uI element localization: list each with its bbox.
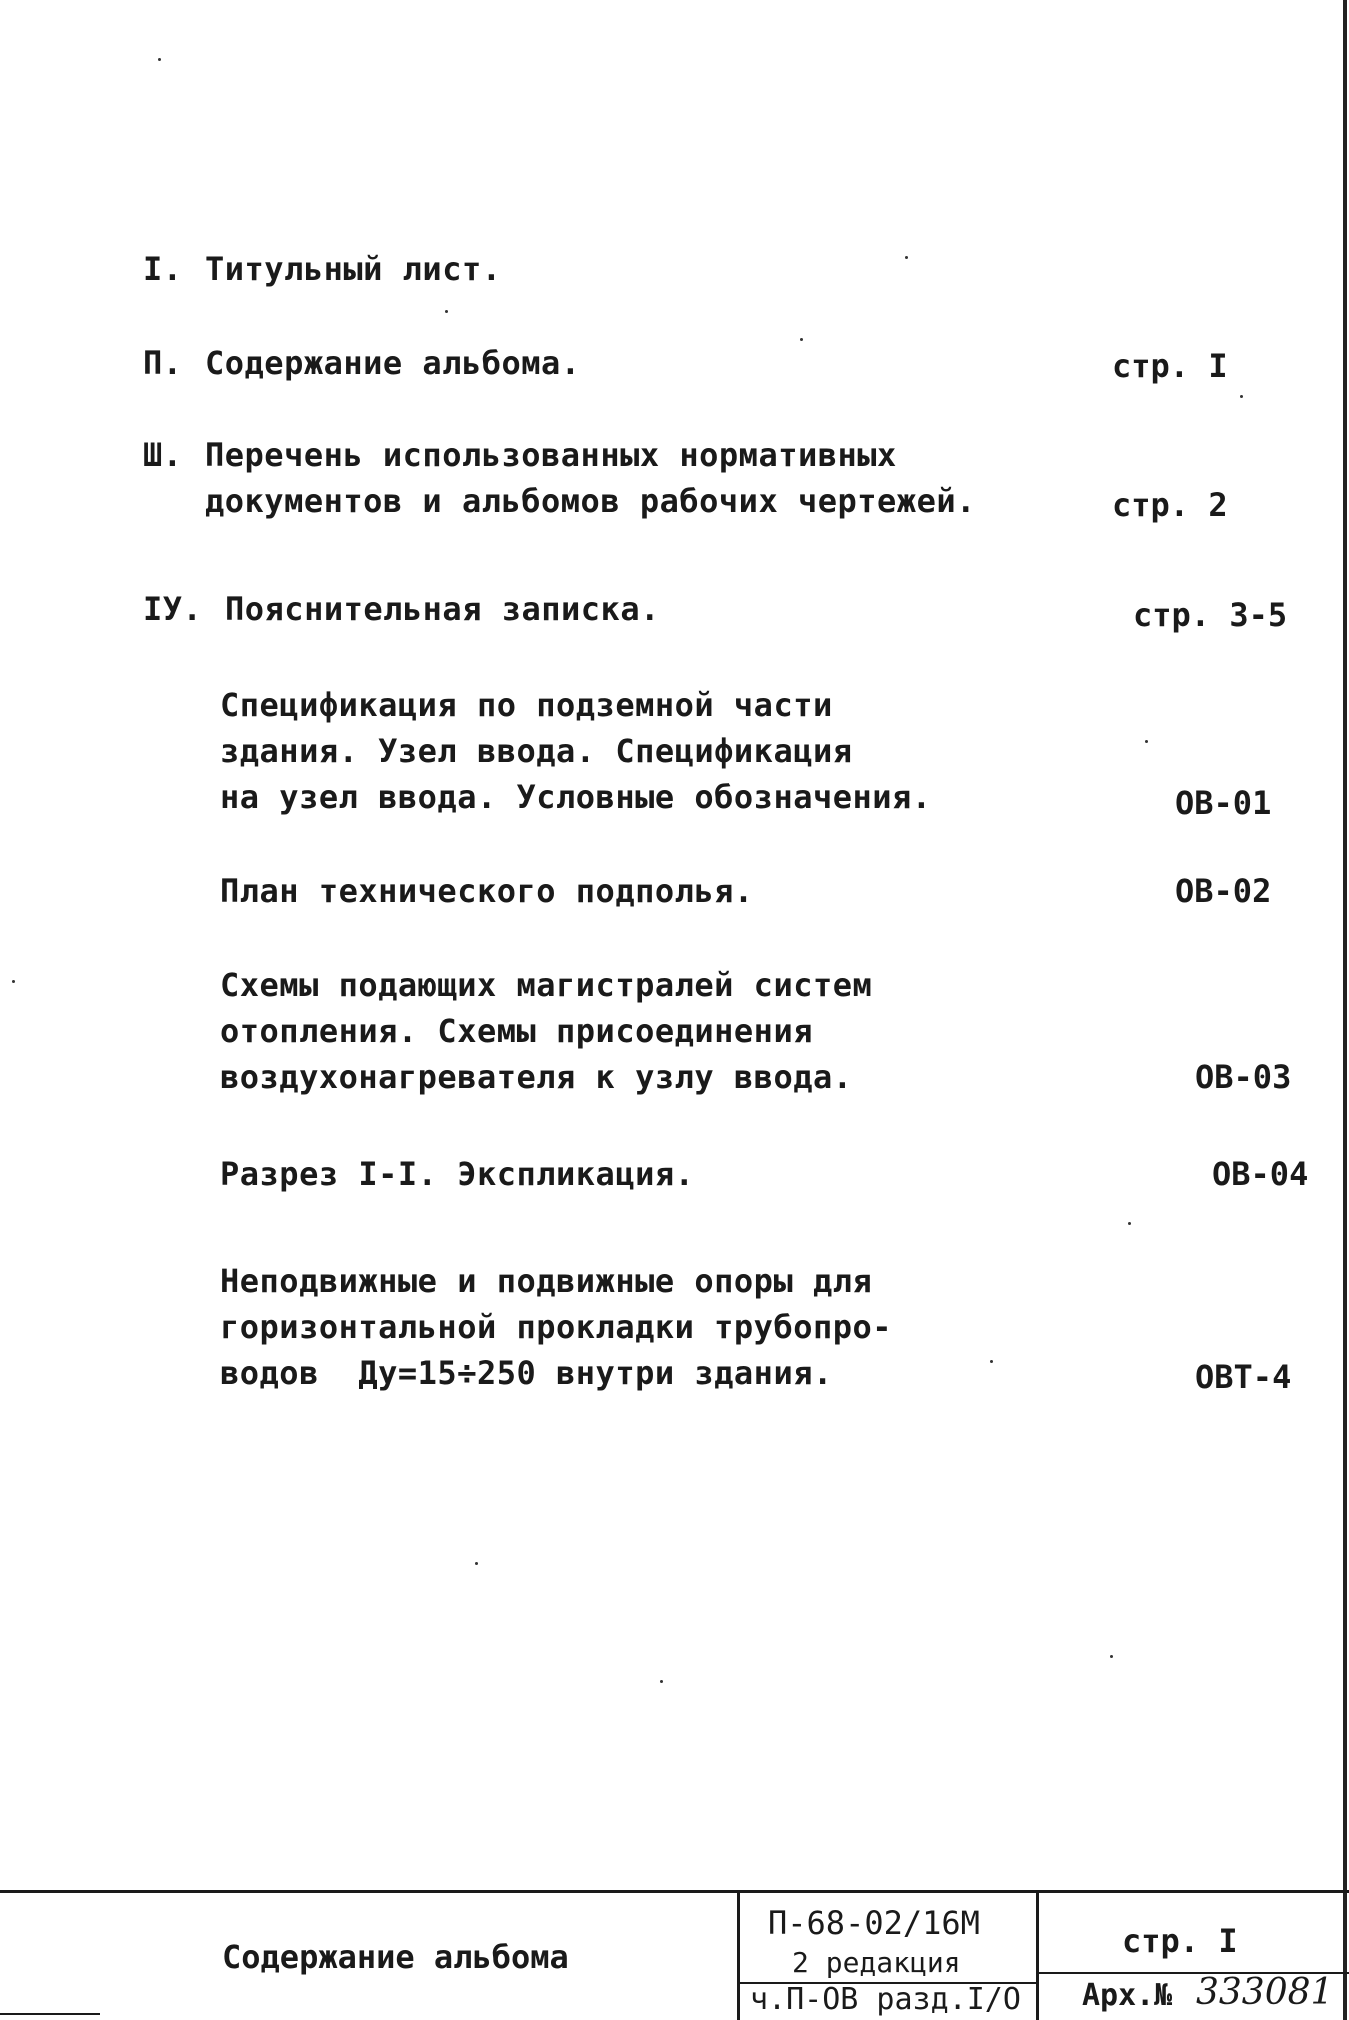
title-block-part: ч.П-ОВ разд.I/О: [750, 1982, 1021, 2017]
drawing-5-text-line-2: горизонтальной прокладки трубопро-: [220, 1308, 893, 1346]
drawing-3-text-line-2: отопления. Схемы присоединения: [220, 1012, 813, 1050]
contents-item-2-page-ref: стр. I: [1112, 347, 1228, 385]
contents-item-2-text: Содержание альбома.: [205, 344, 581, 382]
title-block-top-border: [0, 1890, 1349, 1893]
title-block-divider-2: [1036, 1890, 1039, 2020]
contents-item-3-page-ref: стр. 2: [1112, 486, 1228, 524]
title-block-edition: 2 редакция: [792, 1946, 961, 1979]
drawing-5-sheet-ref: ОВТ-4: [1195, 1358, 1292, 1396]
contents-item-3-text-line-1: Перечень использованных нормативных: [205, 436, 897, 474]
scan-speck: [1128, 1222, 1131, 1225]
scan-speck: [445, 310, 448, 313]
contents-item-4-number: IУ.: [143, 590, 203, 628]
drawing-3-text-line-3: воздухонагревателя к узлу ввода.: [220, 1058, 853, 1096]
drawing-1-text-line-1: Спецификация по подземной части: [220, 686, 833, 724]
contents-item-1-number: I.: [143, 250, 183, 288]
title-block-archive-number: 333081: [1196, 1972, 1334, 2013]
scan-speck: [1145, 740, 1148, 743]
drawing-1-text-line-2: здания. Узел ввода. Спецификация: [220, 732, 853, 770]
contents-item-4-text: Пояснительная записка.: [225, 590, 660, 628]
contents-item-2-number: П.: [143, 344, 183, 382]
title-block-code: П-68-02/16М: [768, 1904, 980, 1942]
scan-speck: [905, 256, 908, 259]
page-frame-border: [1343, 0, 1347, 2020]
contents-item-3-number: Ш.: [143, 436, 183, 474]
drawing-2-sheet-ref: ОВ-02: [1175, 872, 1272, 910]
drawing-5-text-line-1: Неподвижные и подвижные опоры для: [220, 1262, 873, 1300]
scan-speck: [1240, 395, 1243, 398]
title-block-bottom-border: [0, 2013, 100, 2015]
drawing-1-sheet-ref: ОВ-01: [1175, 784, 1272, 822]
title-block-archive-label: Арх.№: [1082, 1978, 1173, 2013]
drawing-2-text: План технического подполья.: [220, 872, 754, 910]
drawing-3-sheet-ref: ОВ-03: [1195, 1058, 1292, 1096]
drawing-4-sheet-ref: ОВ-04: [1212, 1155, 1309, 1193]
scan-speck: [12, 980, 15, 983]
drawing-1-text-line-3: на узел ввода. Условные обозначения.: [220, 778, 932, 816]
scan-speck: [990, 1360, 993, 1363]
contents-item-1-text: Титульный лист.: [205, 250, 502, 288]
title-block-title: Содержание альбома: [222, 1938, 569, 1976]
contents-item-3-text-line-2: документов и альбомов рабочих чертежей.: [205, 482, 976, 520]
contents-item-4-page-ref: стр. 3-5: [1133, 596, 1288, 634]
scan-speck: [1110, 1655, 1113, 1658]
scan-speck: [800, 338, 803, 341]
title-block: [0, 1890, 1349, 2020]
title-block-divider-1: [737, 1890, 740, 2020]
drawing-4-text: Разрез I-I. Экспликация.: [220, 1155, 695, 1193]
drawing-3-text-line-1: Схемы подающих магистралей систем: [220, 966, 873, 1004]
scan-speck: [660, 1680, 663, 1683]
drawing-5-text-line-3: водов Ду=15÷250 внутри здания.: [220, 1354, 833, 1392]
scan-speck: [158, 58, 161, 61]
title-block-page: стр. I: [1122, 1922, 1238, 1960]
scan-speck: [475, 1562, 478, 1565]
